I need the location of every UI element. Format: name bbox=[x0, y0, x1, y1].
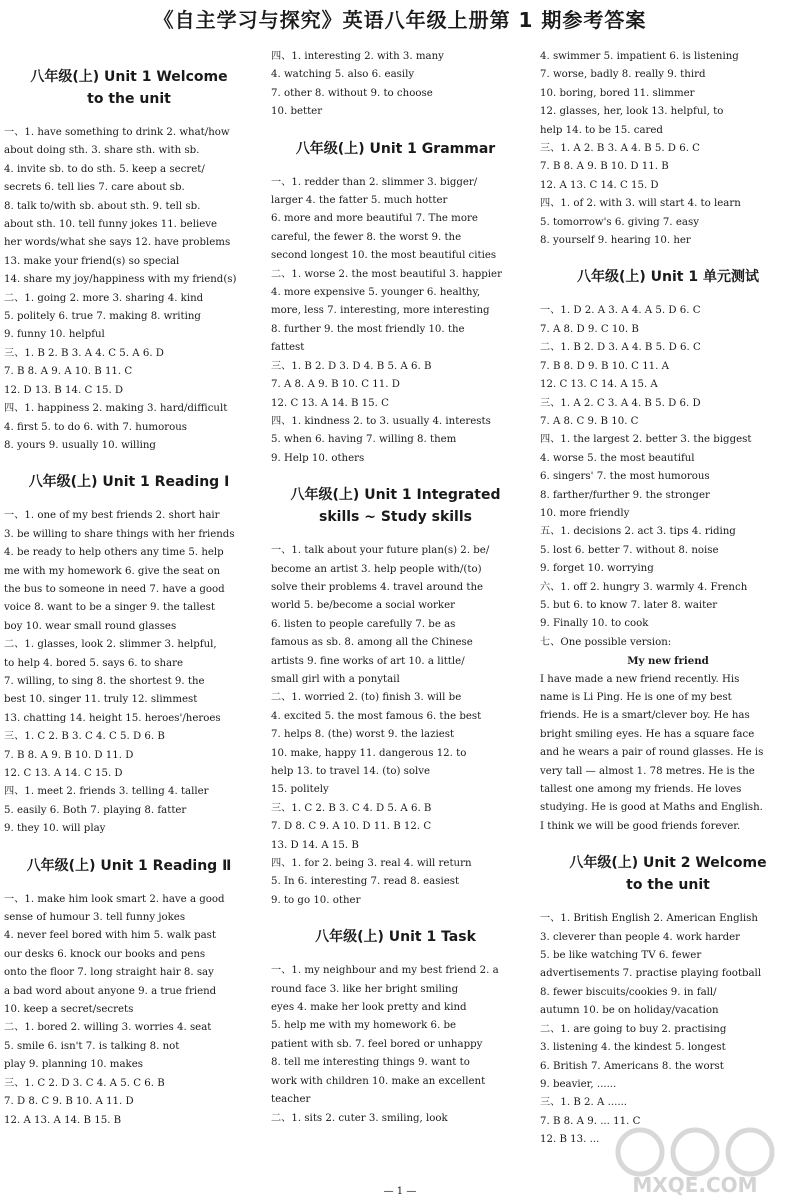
section-heading bbox=[4, 471, 254, 493]
answer-line: 四、1. of 2. with 3. will start 4. to learn bbox=[540, 198, 741, 210]
answer-line: about sth. 10. tell funny jokes 11. believe bbox=[4, 219, 218, 231]
answer-line: help 13. to travel 14. (to) solve bbox=[271, 766, 431, 777]
answer-line: boy 10. wear small round glasses bbox=[4, 620, 177, 632]
answer-line: 9. forget 10. worrying bbox=[540, 563, 654, 575]
answer-line: second longest 10. the most beautiful cities bbox=[271, 250, 497, 262]
answer-line: 4. worse 5. the most beautiful bbox=[540, 452, 695, 464]
answer-line: 三、1. C 2. B 3. C 4. C 5. D 6. B bbox=[4, 731, 165, 743]
answer-line: 二、1. bored 2. willing 3. worries 4. seat bbox=[4, 1022, 212, 1034]
answer-line: 一、1. redder than 2. slimmer 3. bigger/ bbox=[271, 176, 478, 188]
answer-line: 二、1. B 2. D 3. A 4. B 5. D 6. C bbox=[540, 342, 701, 354]
answer-line: 13. chatting 14. height 15. heroes'/heroes bbox=[4, 712, 221, 724]
answer-line: 7. A 8. D 9. C 10. B bbox=[540, 323, 639, 335]
answer-line: 14. share my joy/happiness with my friend(s) bbox=[4, 274, 237, 286]
answer-line: play 9. planning 10. makes bbox=[4, 1059, 143, 1071]
answer-line: world 5. be/become a social worker bbox=[271, 600, 456, 612]
answer-line: 二、1. worse 2. the most beautiful 3. happier bbox=[271, 268, 502, 280]
answer-line: 7. A 8. C 9. B 10. C bbox=[540, 415, 639, 427]
answer-line: 8. further 9. the most friendly 10. the bbox=[271, 323, 465, 335]
answer-line: round face 3. like her bright smiling bbox=[271, 983, 459, 995]
answer-line: 10. better bbox=[271, 106, 323, 118]
answer-line: 三、1. B 2. B 3. A 4. C 5. A 6. D bbox=[4, 347, 164, 359]
section-heading-line: to the unit bbox=[87, 91, 171, 107]
answer-line: 4. first 5. to do 6. with 7. humorous bbox=[4, 421, 187, 433]
answer-line: 三、1. B 2. D 3. D 4. B 5. A 6. B bbox=[271, 360, 432, 372]
answer-line: 一、1. make him look smart 2. have a good bbox=[4, 893, 225, 905]
answer-line: help 14. to be 15. cared bbox=[540, 124, 663, 136]
answer-line: 5. be like watching TV 6. fewer bbox=[540, 950, 702, 962]
answer-line: 二、1. worried 2. (to) finish 3. will be bbox=[271, 692, 462, 704]
answer-line: friends. He is a smart/clever boy. He has bbox=[540, 710, 750, 722]
answer-line: 三、1. B 2. A ...... bbox=[540, 1097, 628, 1109]
answer-line: 一、1. talk about your future plan(s) 2. be/ bbox=[271, 545, 490, 557]
answer-line: 四、1. the largest 2. better 3. the biggest bbox=[540, 434, 752, 446]
section-heading-line: skills ~ Study skills bbox=[319, 509, 472, 526]
answer-line: our desks 6. knock our books and pens bbox=[4, 948, 206, 960]
answer-line: 9. Help 10. others bbox=[271, 452, 365, 464]
essay-title: My new friend bbox=[627, 655, 709, 668]
answer-line: sense of humour 3. tell funny jokes bbox=[4, 912, 186, 924]
answer-line: 13. make your friend(s) so special bbox=[4, 255, 180, 267]
answer-column-1 bbox=[4, 48, 254, 1130]
answer-line: 四、1. for 2. being 3. real 4. will return bbox=[271, 858, 472, 870]
answer-column-3 bbox=[540, 48, 796, 1150]
answer-line: studying. He is good at Maths and English. bbox=[540, 802, 763, 814]
answer-line: 15. politely bbox=[271, 784, 329, 796]
answer-line: 6. British 7. Americans 8. the worst bbox=[540, 1060, 724, 1072]
answer-line: 一、1. British English 2. American English bbox=[540, 913, 758, 925]
answer-line: 4. invite sb. to do sth. 5. keep a secret/ bbox=[4, 163, 205, 175]
answer-line: 8. tell me interesting things 9. want to bbox=[271, 1057, 470, 1069]
answer-line: larger 4. the fatter 5. much hotter bbox=[271, 195, 448, 207]
answer-line: 二、1. are going to buy 2. practising bbox=[540, 1023, 727, 1035]
answer-line: 6. listen to people carefully 7. be as bbox=[271, 618, 456, 630]
answer-line: name is Li Ping. He is one of my best bbox=[540, 692, 732, 703]
answer-line: 4. excited 5. the most famous 6. the best bbox=[271, 710, 482, 722]
answer-line: 四、1. kindness 2. to 3. usually 4. interests bbox=[271, 415, 491, 427]
answer-line: I think we will be good friends forever. bbox=[540, 820, 741, 832]
answer-line: 六、1. off 2. hungry 3. warmly 4. French bbox=[540, 581, 748, 593]
answer-line: 7. worse, badly 8. really 9. third bbox=[540, 69, 706, 81]
answer-line: 7. helps 8. (the) worst 9. the laziest bbox=[271, 729, 455, 741]
watermark-text: MXQE.COM bbox=[632, 1173, 758, 1197]
answer-line: 7. B 8. A 9. B 10. D 11. D bbox=[4, 749, 134, 761]
answer-line: 一、1. D 2. A 3. A 4. A 5. D 6. C bbox=[540, 305, 701, 317]
answer-line: to help 4. bored 5. says 6. to share bbox=[4, 657, 184, 669]
answer-line: 10. more friendly bbox=[540, 507, 630, 519]
answer-line: 9. funny 10. helpful bbox=[4, 329, 105, 341]
section-heading bbox=[4, 855, 254, 877]
answer-line: patient with sb. 7. feel bored or unhappy bbox=[271, 1038, 483, 1050]
answer-line: 四、1. meet 2. friends 3. telling 4. taller bbox=[4, 786, 209, 798]
answer-line: 8. yourself 9. hearing 10. her bbox=[540, 235, 691, 247]
answer-line: 7. D 8. C 9. A 10. D 11. B 12. C bbox=[271, 821, 432, 833]
answer-line: 12. glasses, her, look 13. helpful, to bbox=[540, 106, 724, 118]
answer-line: autumn 10. be on holiday/vacation bbox=[540, 1005, 719, 1017]
answer-line: 5. tomorrow's 6. giving 7. easy bbox=[540, 216, 699, 228]
answer-line: 13. D 14. A 15. B bbox=[271, 839, 359, 851]
answer-line: 二、1. sits 2. cuter 3. smiling, look bbox=[271, 1112, 448, 1124]
answer-line: voice 8. want to be a singer 9. the tallest bbox=[4, 602, 215, 614]
answer-line: 12. A 13. A 14. B 15. B bbox=[4, 1114, 122, 1126]
answer-line: become an artist 3. help people with/(to) bbox=[271, 563, 482, 575]
answer-line: 5. politely 6. true 7. making 8. writing bbox=[4, 311, 201, 323]
answer-line: 12. C 13. A 14. B 15. C bbox=[271, 397, 389, 409]
answer-line: 10. boring, bored 11. slimmer bbox=[540, 87, 695, 99]
answer-line: about doing sth. 3. share sth. with sb. bbox=[4, 145, 200, 157]
answer-line: 7. B 8. A 9. B 10. D 11. B bbox=[540, 161, 669, 173]
answer-line: 7. B 8. A 9. ... 11. C bbox=[540, 1115, 641, 1127]
section-heading-line: 八年级(上) Unit 1 单元测试 bbox=[577, 269, 759, 286]
answer-line: 4. more expensive 5. younger 6. healthy, bbox=[271, 287, 481, 299]
answer-line: 7. B 8. A 9. A 10. B 11. C bbox=[4, 366, 133, 378]
answer-line: 五、1. decisions 2. act 3. tips 4. riding bbox=[540, 526, 736, 538]
answer-line: 10. make, happy 11. dangerous 12. to bbox=[271, 747, 467, 759]
answer-line: 7. D 8. C 9. B 10. A 11. D bbox=[4, 1096, 134, 1108]
answer-line: 8. farther/further 9. the stronger bbox=[540, 489, 710, 501]
answer-line: advertisements 7. practise playing football bbox=[540, 968, 762, 980]
answer-line: 10. keep a secret/secrets bbox=[4, 1004, 134, 1016]
answer-line: her words/what she says 12. have problems bbox=[4, 237, 231, 249]
answer-line: best 10. singer 11. truly 12. slimmest bbox=[4, 694, 198, 706]
section-heading-line: 八年级(上) Unit 2 Welcome bbox=[569, 855, 767, 872]
answer-line: more, less 7. interesting, more interesting bbox=[271, 305, 490, 317]
answer-line: 12. C 13. C 14. A 15. A bbox=[540, 379, 658, 391]
answer-line: 12. B 13. ... bbox=[540, 1134, 600, 1146]
section-heading-line: 八年级(上) Unit 1 Grammar bbox=[295, 140, 496, 157]
answer-line: 3. cleverer than people 4. work harder bbox=[540, 931, 741, 943]
section-heading bbox=[271, 484, 520, 528]
section-heading-line: 八年级(上) Unit 1 Welcome bbox=[30, 69, 228, 85]
answer-line: teacher bbox=[271, 1094, 311, 1106]
page-number: — 1 — bbox=[383, 1186, 417, 1197]
answer-line: 七、One possible version: bbox=[540, 636, 672, 648]
answer-line: 4. watching 5. also 6. easily bbox=[271, 69, 415, 81]
answer-line: 3. be willing to share things with her friends bbox=[4, 528, 235, 540]
answer-line: 8. talk to/with sb. about sth. 9. tell sb. bbox=[4, 200, 201, 212]
answer-line: a bad word about anyone 9. a true friend bbox=[4, 985, 217, 997]
section-heading-line: 八年级(上) Unit 1 Task bbox=[315, 929, 476, 946]
answer-line: 四、1. happiness 2. making 3. hard/difficult bbox=[4, 403, 228, 415]
answer-line: 8. yours 9. usually 10. willing bbox=[4, 439, 156, 451]
answer-line: work with children 10. make an excellent bbox=[271, 1075, 486, 1087]
section-heading bbox=[271, 926, 520, 948]
answer-line: onto the floor 7. long straight hair 8. say bbox=[4, 967, 214, 979]
section-heading-line: 八年级(上) Unit 1 Reading Ⅱ bbox=[26, 857, 232, 874]
section-heading-line: 八年级(上) Unit 1 Reading Ⅰ bbox=[28, 474, 230, 491]
answer-line: 9. beavier, ...... bbox=[540, 1078, 617, 1090]
answer-line: artists 9. fine works of art 10. a little/ bbox=[271, 655, 465, 667]
answer-line: 5. smile 6. isn't 7. is talking 8. not bbox=[4, 1040, 180, 1052]
answer-line: eyes 4. make her look pretty and kind bbox=[271, 1002, 467, 1014]
section-heading bbox=[540, 266, 796, 288]
answer-line: 12. D 13. B 14. C 15. D bbox=[4, 384, 124, 396]
answer-line: 9. Finally 10. to cook bbox=[540, 618, 649, 630]
section-heading bbox=[4, 66, 254, 110]
answer-line: 7. willing, to sing 8. the shortest 9. the bbox=[4, 675, 205, 687]
answer-line: fattest bbox=[271, 342, 305, 354]
answer-line: famous as sb. 8. among all the Chinese bbox=[271, 637, 473, 649]
answer-line: 5. but 6. to know 7. later 8. waiter bbox=[540, 599, 718, 611]
answer-line: 四、1. interesting 2. with 3. many bbox=[271, 51, 444, 62]
answer-line: 7. A 8. A 9. B 10. C 11. D bbox=[271, 379, 400, 391]
answer-column-2 bbox=[271, 48, 520, 1128]
answer-line: I have made a new friend recently. His bbox=[540, 673, 740, 685]
answer-line: 三、1. C 2. D 3. C 4. A 5. C 6. B bbox=[4, 1077, 165, 1089]
answer-line: 6. singers' 7. the most humorous bbox=[540, 471, 710, 483]
answer-line: solve their problems 4. travel around the bbox=[271, 581, 484, 593]
answer-line: 12. A 13. C 14. C 15. D bbox=[540, 179, 659, 191]
answer-line: 9. they 10. will play bbox=[4, 823, 106, 835]
answer-line: 5. lost 6. better 7. without 8. noise bbox=[540, 544, 719, 556]
answer-line: 8. fewer biscuits/cookies 9. in fall/ bbox=[540, 986, 717, 998]
answer-line: 二、1. glasses, look 2. slimmer 3. helpful, bbox=[4, 639, 217, 651]
answer-line: bright smiling eyes. He has a square face bbox=[540, 728, 755, 740]
answer-line: 4. swimmer 5. impatient 6. is listening bbox=[540, 51, 739, 62]
answer-line: 3. listening 4. the kindest 5. longest bbox=[540, 1042, 726, 1054]
answer-line: 7. other 8. without 9. to choose bbox=[271, 87, 433, 99]
answer-line: 4. never feel bored with him 5. walk past bbox=[4, 930, 217, 942]
answer-line: 6. more and more beautiful 7. The more bbox=[271, 213, 478, 225]
answer-line: the bus to someone in need 7. have a good bbox=[4, 583, 225, 595]
answer-line: 5. In 6. interesting 7. read 8. easiest bbox=[271, 876, 460, 888]
answer-line: 5. when 6. having 7. willing 8. them bbox=[271, 434, 457, 446]
section-heading bbox=[271, 138, 520, 160]
answer-line: 5. easily 6. Both 7. playing 8. fatter bbox=[4, 804, 187, 816]
answer-line: me with my homework 6. give the seat on bbox=[4, 565, 221, 577]
answer-line: 12. C 13. A 14. C 15. D bbox=[4, 768, 123, 779]
answer-line: very tall — almost 1. 78 metres. He is the bbox=[540, 765, 755, 777]
answer-line: 二、1. going 2. more 3. sharing 4. kind bbox=[4, 292, 204, 304]
answer-line: 5. help me with my homework 6. be bbox=[271, 1020, 457, 1032]
answer-line: 7. B 8. D 9. B 10. C 11. A bbox=[540, 360, 670, 372]
section-heading bbox=[540, 852, 796, 896]
answer-line: 三、1. C 2. B 3. C 4. D 5. A 6. B bbox=[271, 802, 432, 814]
answer-line: tallest one among my friends. He loves bbox=[540, 784, 742, 796]
section-heading-line: 八年级(上) Unit 1 Integrated bbox=[290, 487, 501, 504]
answer-line: small girl with a ponytail bbox=[271, 673, 400, 685]
answer-line: 一、1. one of my best friends 2. short hair bbox=[4, 510, 220, 522]
answer-line: 一、1. have something to drink 2. what/how bbox=[4, 127, 230, 138]
answer-line: 三、1. A 2. C 3. A 4. B 5. D 6. D bbox=[540, 397, 701, 409]
answer-line: secrets 6. tell lies 7. care about sb. bbox=[4, 182, 185, 194]
section-heading-line: to the unit bbox=[626, 877, 710, 894]
answer-line: 三、1. A 2. B 3. A 4. B 5. D 6. C bbox=[540, 143, 700, 155]
answer-line: 一、1. my neighbour and my best friend 2. a bbox=[271, 965, 499, 977]
answer-line: and he wears a pair of round glasses. He is bbox=[540, 747, 764, 759]
answer-line: 4. be ready to help others any time 5. help bbox=[4, 547, 224, 559]
answer-line: 9. to go 10. other bbox=[271, 894, 361, 906]
answer-line: careful, the fewer 8. the worst 9. the bbox=[271, 231, 462, 243]
page-title: 《自主学习与探究》英语八年级上册第 1 期参考答案 bbox=[153, 8, 647, 32]
